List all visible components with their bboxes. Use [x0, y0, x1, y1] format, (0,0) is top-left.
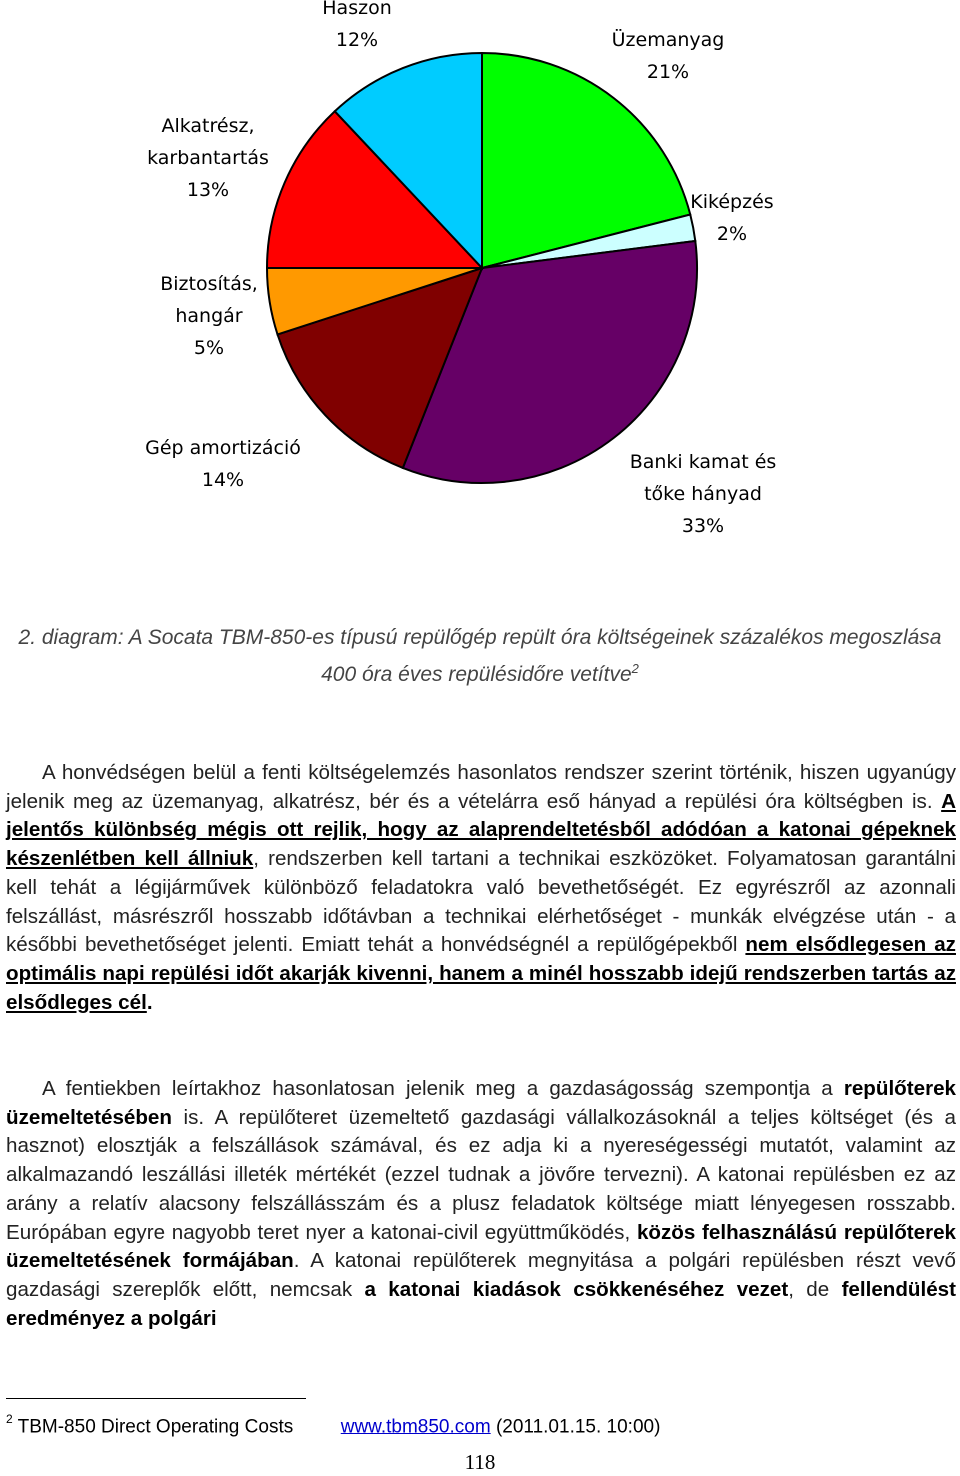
footnote-divider: [6, 1398, 306, 1399]
pie-slice-label-3: [133, 432, 313, 496]
p2-run1: A fentiekben leírtakhoz hasonlatosan jelenik meg a gazdaságosság szempontja a: [42, 1077, 844, 1100]
p1-run3: , rendszerben kell tartani a technikai eszközöket. Folyamatosan garantálni kell tehát a légijárművek különböző feladatokra való bevethetőségét. Ez egyrészről az azonnali felszállást, másrészről hosszabb időtávban a technikai elérhetőséget - munkák elvégzése után - a későbbi bevethetőséget jelenti. Emiatt tehát a honvédségnél a repülőgépekből: [6, 847, 956, 957]
pie-slice-label-line: Haszon: [322, 0, 392, 19]
pie-slice-label-5: [118, 110, 298, 206]
paragraph-military-costs: [6, 759, 956, 1017]
caption-text: 2. diagram: A Socata TBM-850-es típusú repülőgép repült óra költségeinek százalékos megoszlása 400 óra éves repülésidőre vetítve: [18, 626, 942, 686]
footnote-link[interactable]: www.tbm850.com: [340, 1416, 491, 1438]
pie-slice-label-6: [267, 0, 447, 56]
chart-caption: [0, 622, 960, 690]
p2-bold-3: a katonai kiadások csökkenéséhez vezet: [364, 1277, 789, 1301]
pie-slice-label-line: hangár: [175, 305, 243, 327]
footnote-text: TBM-850 Direct Operating Costs: [17, 1416, 294, 1438]
pie-slice-label-line: 14%: [201, 469, 245, 491]
pie-slice-label-line: 5%: [193, 337, 225, 359]
pie-slice-label-line: karbantartás: [147, 147, 269, 169]
pie-slice-label-line: Üzemanyag: [611, 29, 725, 51]
p2-run7: , de: [788, 1277, 842, 1301]
pie-slice-label-1: [642, 186, 822, 250]
p2-run3: is. A repülőteret üzemeltető gazdasági vállalkozásoknál a teljes költséget (és a hasznot) elosztják a felszállások számával, és ez adja ki a nyereségességi mutatót, valamint az alkalmazandó leszállási illeték mértékét (ezzel tudnak a jövőre tervezni). A katonai repülésben ez az arány a relatív alacsony felszállásszám és a plusz feladatok költsége miatt lényegesen rosszabb. Európában egyre nagyobb teret nyer a katonai-civil együttműködés,: [6, 1105, 956, 1244]
pie-slice-label-2: [613, 446, 793, 542]
caption-footnote-ref: 2: [631, 661, 639, 676]
pie-slice-label-line: Kiképzés: [690, 191, 774, 213]
pie-slice-label-line: 21%: [646, 61, 690, 83]
p2-bold-2: közös felhasználású repülőterek üzemeltetésének formájában: [6, 1220, 956, 1273]
paragraph-airfields: [6, 1075, 956, 1333]
footnote: [6, 1408, 660, 1440]
pie-slice-label-line: 12%: [335, 29, 379, 51]
pie-slice-label-4: [119, 268, 299, 364]
p2-bold-1: repülőterek üzemeltetésében: [6, 1077, 956, 1129]
pie-chart: [0, 0, 960, 600]
pie-slice-label-line: tőke hányad: [644, 483, 762, 505]
pie-slice-label-line: 2%: [716, 223, 748, 245]
pie-slice-label-line: 13%: [186, 179, 230, 201]
p1-emphasis-1: A jelentős különbség mégis ott rejlik, hogy az alaprendeltetésből adódóan a katonai gépeknek készenlétben kell állniuk: [6, 789, 956, 871]
pie-slice-label-line: Gép amortizáció: [145, 437, 301, 459]
p2-bold-4: fellendülést eredményez a polgári: [6, 1277, 956, 1330]
pie-slice-label-line: Alkatrész,: [161, 115, 255, 137]
pie-slice-label-line: 33%: [681, 515, 725, 537]
p1-run5: .: [146, 990, 153, 1014]
footnote-date: (2011.01.15. 10:00): [495, 1416, 661, 1438]
footnote-number: 2: [6, 1412, 13, 1426]
pie-slice-label-line: Biztosítás,: [160, 273, 258, 295]
pie-slice-label-0: [578, 24, 758, 88]
p1-run1: A honvédségen belül a fenti költségelemzés hasonlatos rendszer szerint történik, hiszen ugyanúgy jelenik meg az üzemanyag, alkatrész, bér és a vételárra eső hányad a repülési óra költségben is.: [6, 761, 956, 813]
p1-emphasis-2: nem elsődlegesen az optimális napi repülési időt akarják kivenni, hanem a minél hosszabb idejű rendszerben tartás az elsődleges cél: [6, 933, 956, 1014]
pie-slice-label-line: Banki kamat és: [629, 451, 777, 473]
page-number: 118: [464, 1450, 496, 1474]
p2-run5: . A katonai repülőterek megnyitása a polgári repülésben részt vevő gazdasági szereplők előtt, nemcsak: [6, 1249, 956, 1301]
